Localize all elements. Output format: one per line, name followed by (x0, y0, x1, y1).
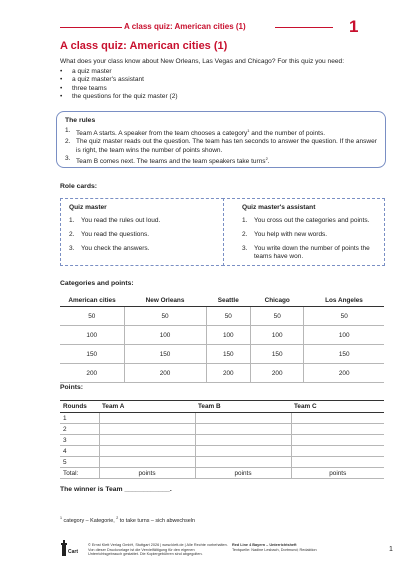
total-row (60, 468, 384, 479)
footnote-marker: 1 (247, 128, 250, 133)
score-cell[interactable] (195, 457, 291, 468)
need-item: • three teams (60, 85, 178, 93)
role-cards-title: Role cards: (60, 183, 98, 190)
points-header: Team B (195, 401, 291, 413)
score-cell[interactable] (195, 446, 291, 457)
score-cell[interactable] (99, 413, 195, 424)
score-cell[interactable] (99, 435, 195, 446)
role-item: 2. You help with new words. (242, 231, 328, 238)
footnote-marker: 2 (265, 155, 268, 161)
role-item: 2. You read the questions. (69, 231, 150, 238)
total-points-team-c: points (291, 468, 384, 479)
copyright-text: © Ernst Klett Verlag GmbH, Stuttgart 2026 | www.klett.de | Alle Rechte vorbehalten. Von dieser Druckvorlage ist die Vervielfältigung für den eigenen Unterrichtsgebrauch gestattet. Die Kopiergebühren sind abgegolten. (88, 543, 228, 557)
page-title: A class quiz: American cities (1) (60, 40, 228, 52)
total-points-team-b: points (195, 468, 291, 479)
score-cell[interactable] (195, 413, 291, 424)
series-text: Red Line 4 Bayern – Unterrichtsheft Textquelle: Nadine Lesbach, Dortmund; Redaktion (232, 543, 317, 552)
role-item: 3. You write down the number of points the teams have won. (242, 245, 370, 260)
score-cell[interactable] (99, 446, 195, 457)
category-header: American cities (60, 294, 124, 307)
score-cell[interactable] (291, 457, 384, 468)
intro-text: What does your class know about New Orleans, Las Vegas and Chicago? For this quiz you need: (60, 58, 345, 65)
table-row: 150 150 150 150 150 (60, 345, 384, 364)
rule-number: 2. (65, 138, 71, 146)
score-cell[interactable] (195, 424, 291, 435)
table-row: 100 100 100 100 100 (60, 326, 384, 345)
points-title: Points: (60, 384, 84, 391)
table-row: 3 (60, 435, 384, 446)
need-item: • a quiz master's assistant (60, 76, 178, 84)
running-title: A class quiz: American cities (1) (124, 22, 246, 31)
rule-text-tail: . (267, 157, 270, 165)
need-item: • the questions for the quiz master (2) (60, 93, 178, 101)
rule-item (65, 155, 381, 166)
rule-number: 1. (65, 127, 71, 134)
rule-item (65, 138, 381, 154)
role-card-quiz-master (60, 198, 224, 266)
footnote: $^1$ category – Kategorie, $^2$ to take turns – sich abwechseln (60, 516, 195, 524)
page-number: 1 (389, 546, 393, 553)
score-cell[interactable] (291, 424, 384, 435)
rule-item (65, 127, 381, 138)
categories-table (60, 294, 384, 383)
rule-text: Team B comes next. The teams and the team speakers take turns (76, 157, 266, 165)
score-cell[interactable] (291, 435, 384, 446)
table-row: 200 200 200 200 200 (60, 364, 384, 383)
rule-text-tail: and the number of points. (249, 130, 326, 138)
table-row: 4 (60, 446, 384, 457)
rules-box (56, 111, 386, 168)
total-label: Total: (60, 468, 99, 479)
rule-text: Team A starts. A speaker from the team chooses a category (76, 130, 248, 138)
points-header: Rounds (60, 401, 99, 413)
rule-number: 3. (65, 154, 71, 162)
points-header: Team C (291, 401, 384, 413)
winner-line: The winner is Team ____________. (60, 486, 172, 493)
role-item: 1. You cross out the categories and points. (242, 217, 370, 224)
table-row: 5 (60, 457, 384, 468)
category-header: Chicago (251, 294, 304, 307)
role-item: 1. You read the rules out loud. (69, 217, 161, 224)
score-cell[interactable] (99, 457, 195, 468)
table-row: 1 (60, 413, 384, 424)
score-cell[interactable] (195, 435, 291, 446)
table-row: 2 (60, 424, 384, 435)
header-rule-left (60, 27, 122, 28)
total-points-team-a: points (99, 468, 195, 479)
rules-title: The rules (65, 117, 96, 124)
categories-title: Categories and points: (60, 280, 134, 287)
need-item: • a quiz master (60, 68, 178, 76)
score-cell[interactable] (291, 446, 384, 457)
unit-number: 1 (349, 17, 359, 36)
score-cell[interactable] (291, 413, 384, 424)
role-heading: Quiz master (69, 204, 107, 211)
header-rule-right (275, 27, 333, 28)
rules-list (65, 127, 381, 166)
category-header: Los Angeles (304, 294, 384, 307)
points-header: Team A (99, 401, 195, 413)
needs-list (60, 68, 178, 101)
logo-text: Cart (68, 549, 79, 555)
role-card-assistant (222, 198, 385, 266)
role-item: 3. You check the answers. (69, 245, 150, 252)
score-cell[interactable] (99, 424, 195, 435)
rule-text: The quiz master reads out the question. The team has ten seconds to answer the question. If the answer is right, the team wins the number of points shown. (76, 138, 377, 154)
table-row: 50 50 50 50 50 (60, 307, 384, 326)
points-table (60, 400, 384, 479)
category-header: Seattle (206, 294, 250, 307)
role-heading: Quiz master's assistant (242, 204, 316, 211)
category-header: New Orleans (124, 294, 206, 307)
